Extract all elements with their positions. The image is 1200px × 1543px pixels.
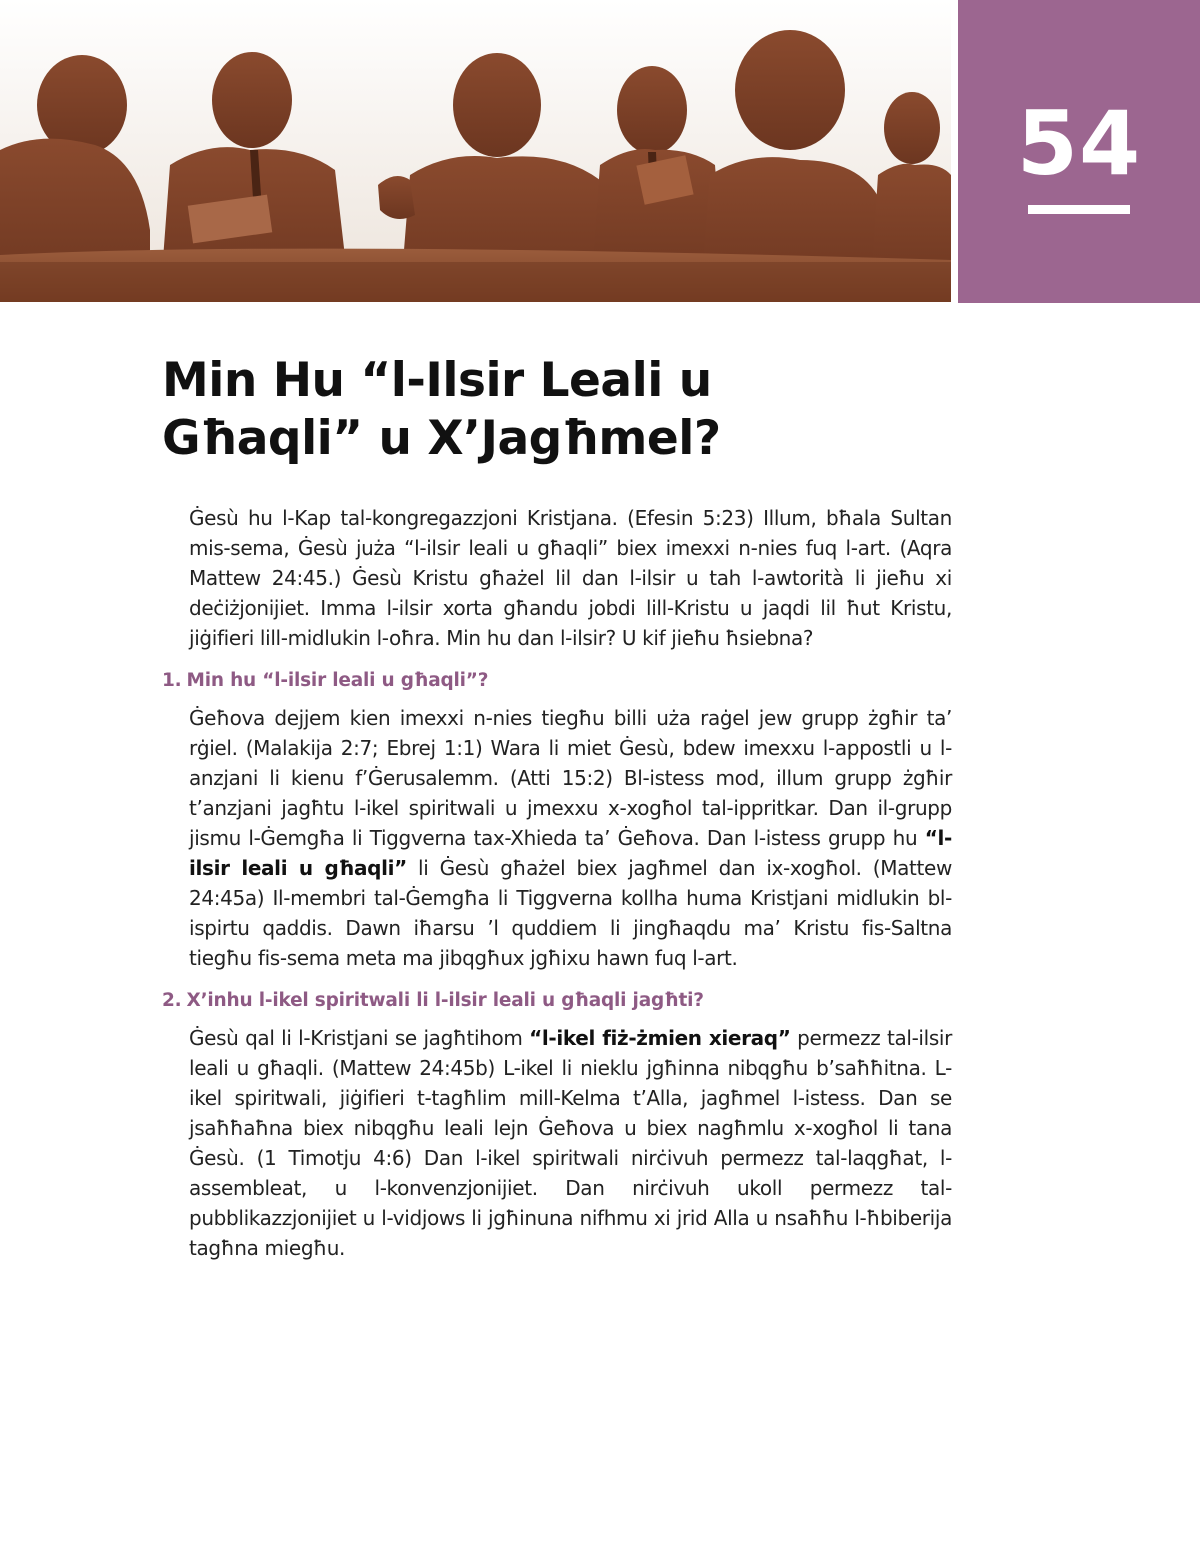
meeting-silhouettes-image xyxy=(0,0,951,302)
section-2-bold-phrase: “l-ikel fiż-żmien xieraq” xyxy=(529,1026,791,1050)
section-1-number: 1. xyxy=(162,670,182,691)
chapter-number: 54 xyxy=(1016,92,1142,195)
chapter-number-underline xyxy=(1028,205,1130,214)
section-1-paragraph xyxy=(189,703,952,973)
section-1-text-a: Ġeħova dejjem kien imexxi n-nies tiegħu billi uża raġel jew grupp żgħir ta’ rġiel. (Malakija 2:7; Ebrej 1:1) Wara li miet Ġesù, bdew imexxu l-appostli u l-anzjani li kienu f’Ġerusalemm. (Atti 15:2) Bl-istess mod, illum grupp żgħir t’anzjani jagħtu l-ikel spiritwali u jmexxu x-xogħol tal-ippritkar. Dan il-grupp jismu l-Ġemgħa li Tiggverna tax-Xhieda ta’ Ġeħova. Dan l-istess grupp hu xyxy=(189,706,952,850)
lesson-title-line-2: Għaqli” u X’Jagħmel? xyxy=(162,411,721,466)
section-2-number: 2. xyxy=(162,990,182,1011)
section-1-text-b: li Ġesù għażel biex jagħmel dan ix-xogħol. (Mattew 24:45a) Il-membri tal-Ġemgħa li Tiggverna kollha huma Kristjani midlukin bl-ispirtu qaddis. Dawn iħarsu ’l quddiem li jingħaqdu ma’ Kristu fis-Saltna tiegħu fis-sema meta ma jibqgħux jgħixu hawn fuq l-art. xyxy=(189,856,952,970)
section-2-heading xyxy=(162,987,952,1015)
section-2-heading-text: X’inhu l-ikel spiritwali li l-ilsir leali u għaqli jagħti? xyxy=(186,990,704,1011)
section-2-text-a: Ġesù qal li l-Kristjani se jagħtihom xyxy=(189,1026,523,1050)
section-1-heading xyxy=(162,667,952,695)
section-1-bold-phrase: “l-ilsir leali u għaqli” xyxy=(189,826,952,880)
chapter-number-box xyxy=(958,0,1200,303)
lesson-content xyxy=(162,503,952,1263)
lesson-title-line-1: Min Hu “l-Ilsir Leali u xyxy=(162,353,712,408)
header-illustration xyxy=(0,0,951,302)
section-2-paragraph xyxy=(189,1023,952,1263)
section-2-text-b: permezz tal-ilsir leali u għaqli. (Mattew 24:45b) L-ikel li nieklu jgħinna nibqgħu b’saħħitna. L-ikel spiritwali, jiġifieri t-tagħlim mill-Kelma t’Alla, jagħmel l-istess. Dan se jsaħħaħna biex nibqgħu leali lejn Ġeħova u biex nagħmlu x-xogħol li tana Ġesù. (1 Timotju 4:6) Dan l-ikel spiritwali nirċivuh permezz tal-laqgħat, l-assembleat, u l-konvenzjonijiet. Dan nirċivuh ukoll permezz tal-pubblikazzjonijiet u l-vidjows li jgħinuna nifhmu xi jrid Alla u nsaħħu l-ħbiberija tagħna miegħu. xyxy=(189,1026,952,1260)
intro-paragraph: Ġesù hu l-Kap tal-kongregazzjoni Kristjana. (Efesin 5:23) Illum, bħala Sultan mis-sema, Ġesù juża “l-ilsir leali u għaqli” biex imexxi n-nies fuq l-art. (Aqra Mattew 24:45.) Ġesù Kristu għażel lil dan l-ilsir u tah l-awtorità li jieħu xi deċiżjonijiet. Imma l-ilsir xorta għandu jobdi lill-Kristu u jaqdi lil ħut Kristu, jiġifieri lill-midlukin l-oħra. Min hu dan l-ilsir? U kif jieħu ħsiebna? xyxy=(189,506,952,650)
section-1-heading-text: Min hu “l-ilsir leali u għaqli”? xyxy=(186,670,489,691)
lesson-title xyxy=(162,352,902,468)
